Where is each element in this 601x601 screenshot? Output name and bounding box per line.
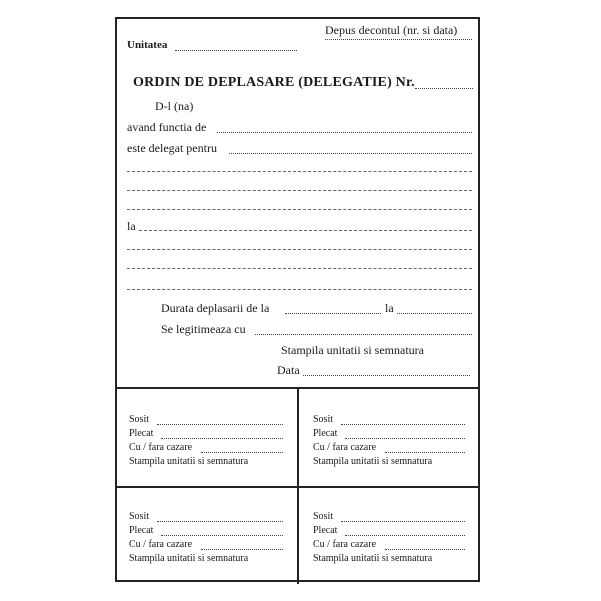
blank-line[interactable]	[127, 268, 472, 269]
durata-to-field[interactable]	[397, 313, 472, 314]
cazare-label: Cu / fara cazare	[313, 442, 377, 453]
plecat-label: Plecat	[129, 525, 154, 536]
decont-label: Depus decontul (nr. si data)	[325, 23, 458, 37]
la-label: la	[127, 219, 136, 233]
unitatea-label: Unitatea	[127, 39, 168, 51]
sosit-field[interactable]	[157, 521, 283, 522]
delegat-label: este delegat pentru	[127, 141, 217, 155]
data-label: Data	[277, 363, 300, 377]
sosit-field[interactable]	[341, 424, 465, 425]
cazare-field[interactable]	[385, 549, 465, 550]
durata-from-field[interactable]	[285, 313, 381, 314]
blank-line[interactable]	[127, 190, 472, 191]
plecat-field[interactable]	[345, 535, 465, 536]
cell-stampila-label: Stampila unitatii si semnatura	[313, 553, 433, 564]
cazare-field[interactable]	[201, 452, 283, 453]
sosit-field[interactable]	[341, 521, 465, 522]
plecat-label: Plecat	[313, 525, 338, 536]
form-title: ORDIN DE DEPLASARE (DELEGATIE) Nr.	[133, 75, 415, 90]
cell-stampila-label: Stampila unitatii si semnatura	[313, 456, 433, 467]
cazare-label: Cu / fara cazare	[129, 442, 193, 453]
sosit-label: Sosit	[129, 511, 150, 522]
sosit-label: Sosit	[129, 414, 150, 425]
cazare-label: Cu / fara cazare	[313, 539, 377, 550]
functia-field[interactable]	[217, 132, 472, 133]
unitatea-field[interactable]	[175, 50, 297, 51]
sosit-field[interactable]	[157, 424, 283, 425]
cazare-label: Cu / fara cazare	[129, 539, 193, 550]
functia-label: avand functia de	[127, 120, 207, 134]
delegat-field[interactable]	[229, 153, 472, 154]
plecat-field[interactable]	[345, 438, 465, 439]
la-field[interactable]	[139, 230, 472, 231]
sosit-label: Sosit	[313, 414, 334, 425]
legitimeaza-label: Se legitimeaza cu	[161, 322, 246, 336]
plecat-field[interactable]	[161, 438, 283, 439]
stampila-label: Stampila unitatii si semnatura	[281, 343, 424, 357]
cell-stampila-label: Stampila unitatii si semnatura	[129, 553, 249, 564]
blank-line[interactable]	[127, 289, 472, 290]
delegation-order-form	[115, 17, 480, 582]
plecat-field[interactable]	[161, 535, 283, 536]
cell-stampila-label: Stampila unitatii si semnatura	[129, 456, 249, 467]
cazare-field[interactable]	[201, 549, 283, 550]
cazare-field[interactable]	[385, 452, 465, 453]
legitimeaza-field[interactable]	[255, 334, 472, 335]
data-field[interactable]	[303, 375, 470, 376]
durata-to-label: la	[385, 301, 394, 315]
blank-line[interactable]	[127, 171, 472, 172]
blank-line[interactable]	[127, 249, 472, 250]
decont-field[interactable]	[325, 39, 472, 40]
dl-label: D-l (na)	[155, 99, 194, 113]
blank-line[interactable]	[127, 209, 472, 210]
plecat-label: Plecat	[313, 428, 338, 439]
order-number-field[interactable]	[415, 88, 473, 89]
grid-column-divider	[297, 387, 299, 584]
plecat-label: Plecat	[129, 428, 154, 439]
durata-label: Durata deplasarii de la	[161, 301, 270, 315]
sosit-label: Sosit	[313, 511, 334, 522]
